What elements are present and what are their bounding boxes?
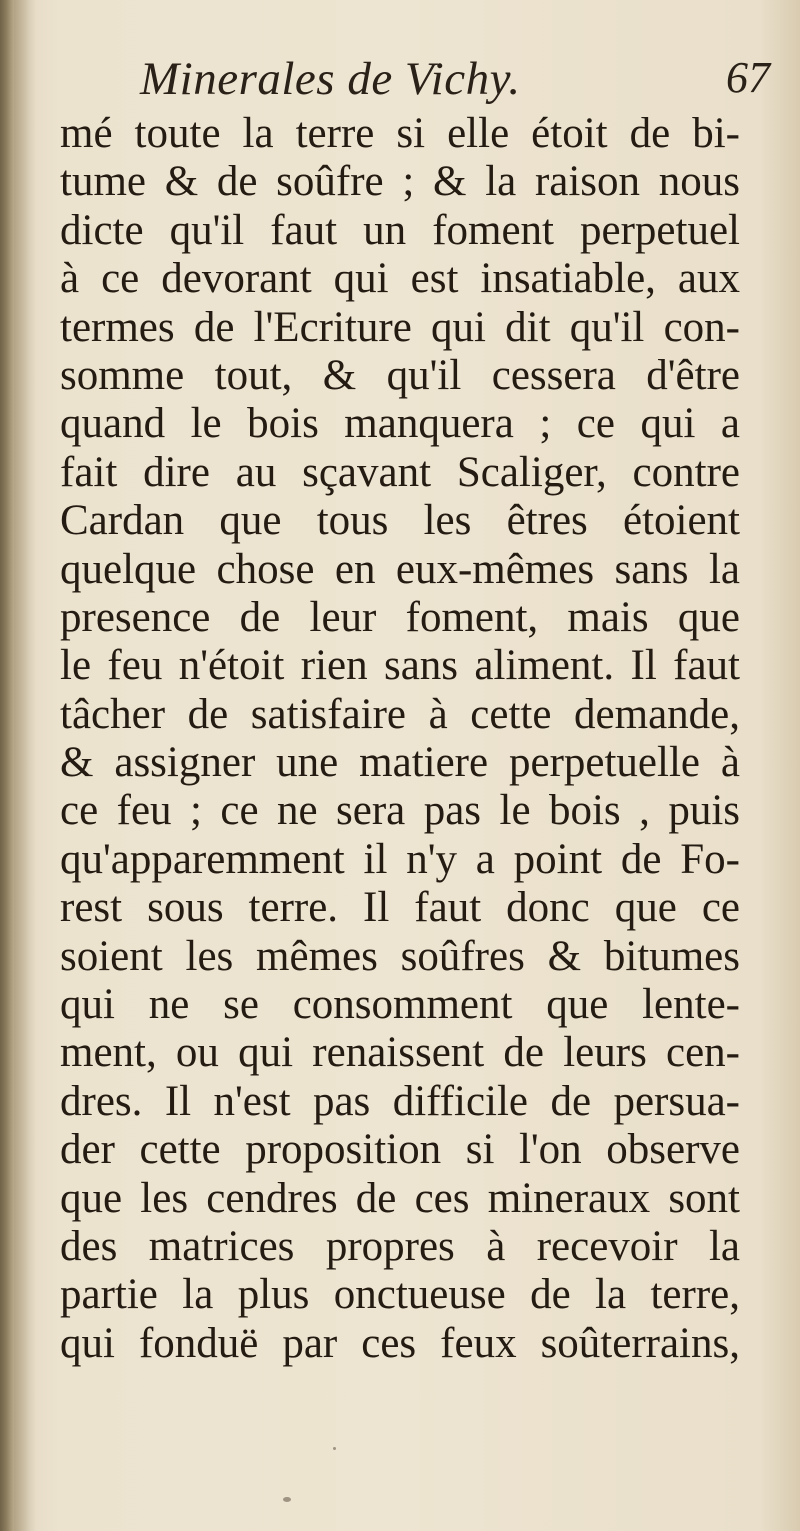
text-line: ce feu ; ce ne sera pas le bois , puis <box>60 787 740 835</box>
text-line: à ce devorant qui est insatiable, aux <box>60 255 740 303</box>
text-line: des matrices propres à recevoir la <box>60 1222 740 1270</box>
fold-shadow <box>14 0 36 1531</box>
text-line: qui ne se consomment que lente- <box>60 981 740 1029</box>
text-line: mé toute la terre si elle étoit de bi- <box>60 110 740 157</box>
text-line: partie la plus onctueuse de la terre, <box>60 1271 740 1319</box>
paper-speck <box>283 1497 291 1502</box>
text-line: somme tout, & qu'il cessera d'être <box>60 351 740 399</box>
text-line: Cardan que tous les êtres étoient <box>60 497 740 545</box>
page-number: 67 <box>726 53 770 102</box>
text-line: quelque chose en eux-mêmes sans la <box>60 545 740 593</box>
text-line: presence de leur foment, mais que <box>60 593 740 641</box>
text-line: qui fonduë par ces feux soûterrains, <box>60 1319 740 1367</box>
text-line: que les cendres de ces mineraux sont <box>60 1174 740 1222</box>
running-head <box>140 52 770 112</box>
text-line: & assigner une matiere perpetuelle à <box>60 739 740 787</box>
text-line: le feu n'étoit rien sans aliment. Il faut <box>60 642 740 690</box>
text-line: termes de l'Ecriture qui dit qu'il con- <box>60 303 740 351</box>
text-line: dres. Il n'est pas difficile de persua- <box>60 1077 740 1125</box>
text-line: tume & de soûfre ; & la raison nous <box>60 158 740 206</box>
paper-speck <box>333 1447 336 1450</box>
text-line: soient les mêmes soûfres & bitumes <box>60 932 740 980</box>
body-text <box>60 110 740 1368</box>
binding-gutter <box>0 0 14 1531</box>
text-line: fait dire au sçavant Scaliger, contre <box>60 448 740 496</box>
text-line: qu'apparemment il n'y a point de Fo- <box>60 835 740 883</box>
text-line: tâcher de satisfaire à cette demande, <box>60 690 740 738</box>
text-line: dicte qu'il faut un foment perpetuel <box>60 206 740 254</box>
text-line: ment, ou qui renaissent de leurs cen- <box>60 1029 740 1077</box>
text-line: der cette proposition si l'on observe <box>60 1126 740 1174</box>
text-line: quand le bois manquera ; ce qui a <box>60 400 740 448</box>
text-line: rest sous terre. Il faut donc que ce <box>60 884 740 932</box>
running-title: Minerales de Vichy. <box>140 53 521 105</box>
